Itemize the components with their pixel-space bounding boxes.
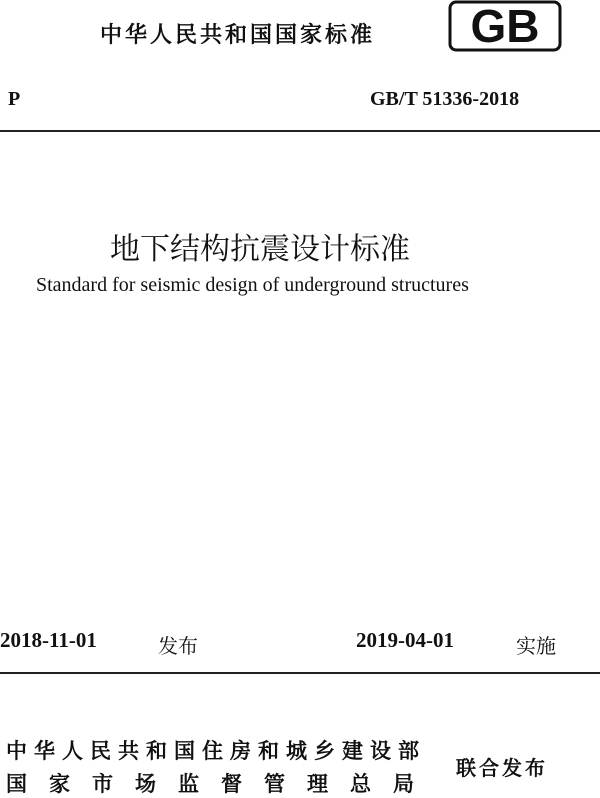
svg-text:GB: GB: [470, 0, 540, 52]
publisher-ministry: 中华人民共和国住房和城乡建设部: [6, 739, 426, 763]
joint-publish-label: 联合发布: [456, 756, 548, 780]
standard-number: GB/T 51336-2018: [370, 88, 520, 110]
top-divider: [0, 130, 600, 132]
bottom-divider: [0, 672, 600, 674]
implementation-date: 2019-04-01: [356, 628, 454, 652]
standard-title-chinese: 地下结构抗震设计标准: [110, 232, 410, 267]
publisher-administration: 国家市场监督管理总局: [6, 772, 436, 796]
implementation-label: 实施: [516, 634, 556, 658]
gb-logo: [446, 0, 564, 52]
national-standard-heading: 中华人民共和国国家标准: [100, 23, 376, 48]
issue-date: 2018-11-01: [0, 628, 97, 652]
category-code: P: [8, 88, 21, 110]
standard-title-english: Standard for seismic design of underground structures: [36, 274, 469, 296]
issue-label: 发布: [158, 634, 198, 658]
